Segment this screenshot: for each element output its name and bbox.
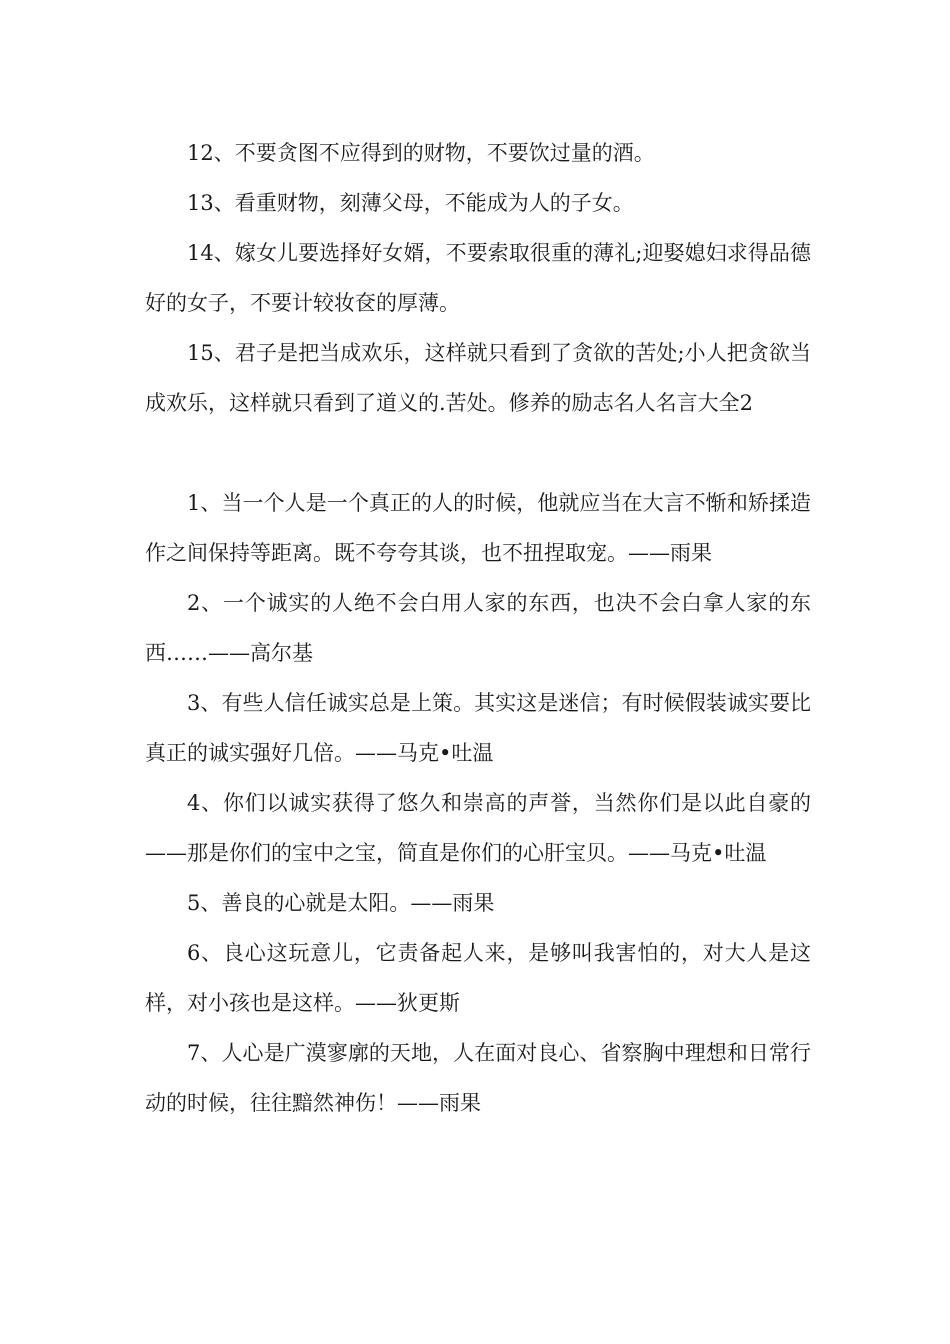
quote-item-1: 1、当一个人是一个真正的人的时候，他就应当在大言不惭和矫揉造作之间保持等距离。既不夸夸其谈，也不扭捏取宠。——雨果 <box>145 491 811 565</box>
document-body <box>145 128 811 1128</box>
quote-item-2: 2、一个诚实的人绝不会白用人家的东西，也决不会白拿人家的东西……——高尔基 <box>145 591 811 665</box>
paragraph-item-12: 12、不要贪图不应得到的财物，不要饮过量的酒。 <box>187 141 655 165</box>
quote-item-5: 5、善良的心就是太阳。——雨果 <box>187 891 495 915</box>
quote-item-4: 4、你们以诚实获得了悠久和崇高的声誉，当然你们是以此自豪的——那是你们的宝中之宝，简直是你们的心肝宝贝。——马克•吐温 <box>145 791 811 865</box>
quote-item-7: 7、人心是广漠寥廓的天地，人在面对良心、省察胸中理想和日常行动的时候，往往黯然神伤！——雨果 <box>145 1041 811 1115</box>
paragraph-item-14: 14、嫁女儿要选择好女婿，不要索取很重的薄礼;迎娶媳妇求得品德好的女子，不要计较妆奁的厚薄。 <box>145 241 811 315</box>
quote-item-6: 6、良心这玩意儿，它责备起人来，是够叫我害怕的，对大人是这样，对小孩也是这样。——狄更斯 <box>145 941 811 1015</box>
quote-item-3: 3、有些人信任诚实总是上策。其实这是迷信；有时候假装诚实要比真正的诚实强好几倍。——马克•吐温 <box>145 691 811 765</box>
paragraph-item-15: 15、君子是把当成欢乐，这样就只看到了贪欲的苦处;小人把贪欲当成欢乐，这样就只看到了道义的.苦处。修养的励志名人名言大全2 <box>145 341 811 415</box>
paragraph-item-13: 13、看重财物，刻薄父母，不能成为人的子女。 <box>187 191 634 215</box>
section-gap <box>145 428 811 478</box>
